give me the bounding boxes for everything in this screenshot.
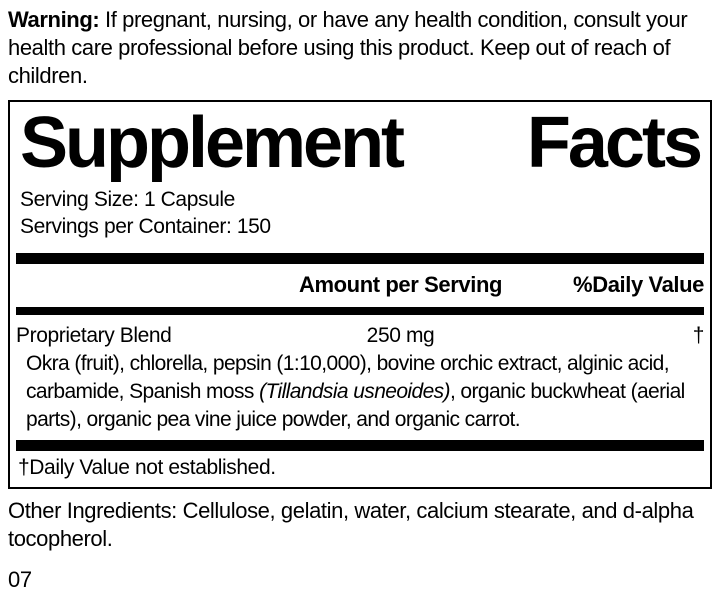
column-header-row (16, 264, 704, 307)
panel-title (16, 104, 704, 186)
ingredient-name: Proprietary Blend (16, 324, 172, 348)
ingredient-daily-value-dagger: † (692, 324, 704, 348)
footer-code: 07 (8, 567, 32, 593)
ingredient-row (16, 315, 704, 350)
ingredient-description-botanical-name: (Tillandsia usneoides) (259, 380, 450, 404)
warning-paragraph (8, 6, 712, 90)
warning-body-text: If pregnant, nursing, or have any health condition, consult your health care professional before using this product. Keep out of reach of children. (8, 7, 688, 88)
serving-size-text: Serving Size: 1 Capsule (20, 188, 235, 212)
supplement-facts-panel (8, 100, 712, 489)
divider-thick-bottom (16, 440, 704, 451)
ingredient-description-end: , organic buckwheat (aerial parts), organic pea vine juice powder, and organic carrot. (26, 380, 685, 432)
ingredient-description-start: Okra (fruit), chlorella, pepsin (1:10,000), bovine orchic extract, alginic acid, carbamide, Spanish moss (26, 352, 669, 404)
divider-thick-top (16, 253, 704, 264)
servings-per-container-text: Servings per Container: 150 (20, 215, 271, 239)
ingredient-amount: 250 mg (366, 324, 435, 348)
amount-per-serving-header: Amount per Serving (298, 272, 503, 298)
other-ingredients-text: Other Ingredients: Cellulose, gelatin, water, calcium stearate, and d-alpha tocopherol. (8, 498, 694, 552)
title-word-facts: Facts (526, 103, 700, 183)
divider-medium (16, 307, 704, 315)
daily-value-header: %Daily Value (573, 272, 704, 298)
daily-value-footnote: †Daily Value not established. (18, 456, 276, 480)
warning-label: Warning: (8, 7, 100, 32)
title-word-supplement: Supplement (20, 103, 403, 183)
ingredient-description (16, 350, 704, 440)
